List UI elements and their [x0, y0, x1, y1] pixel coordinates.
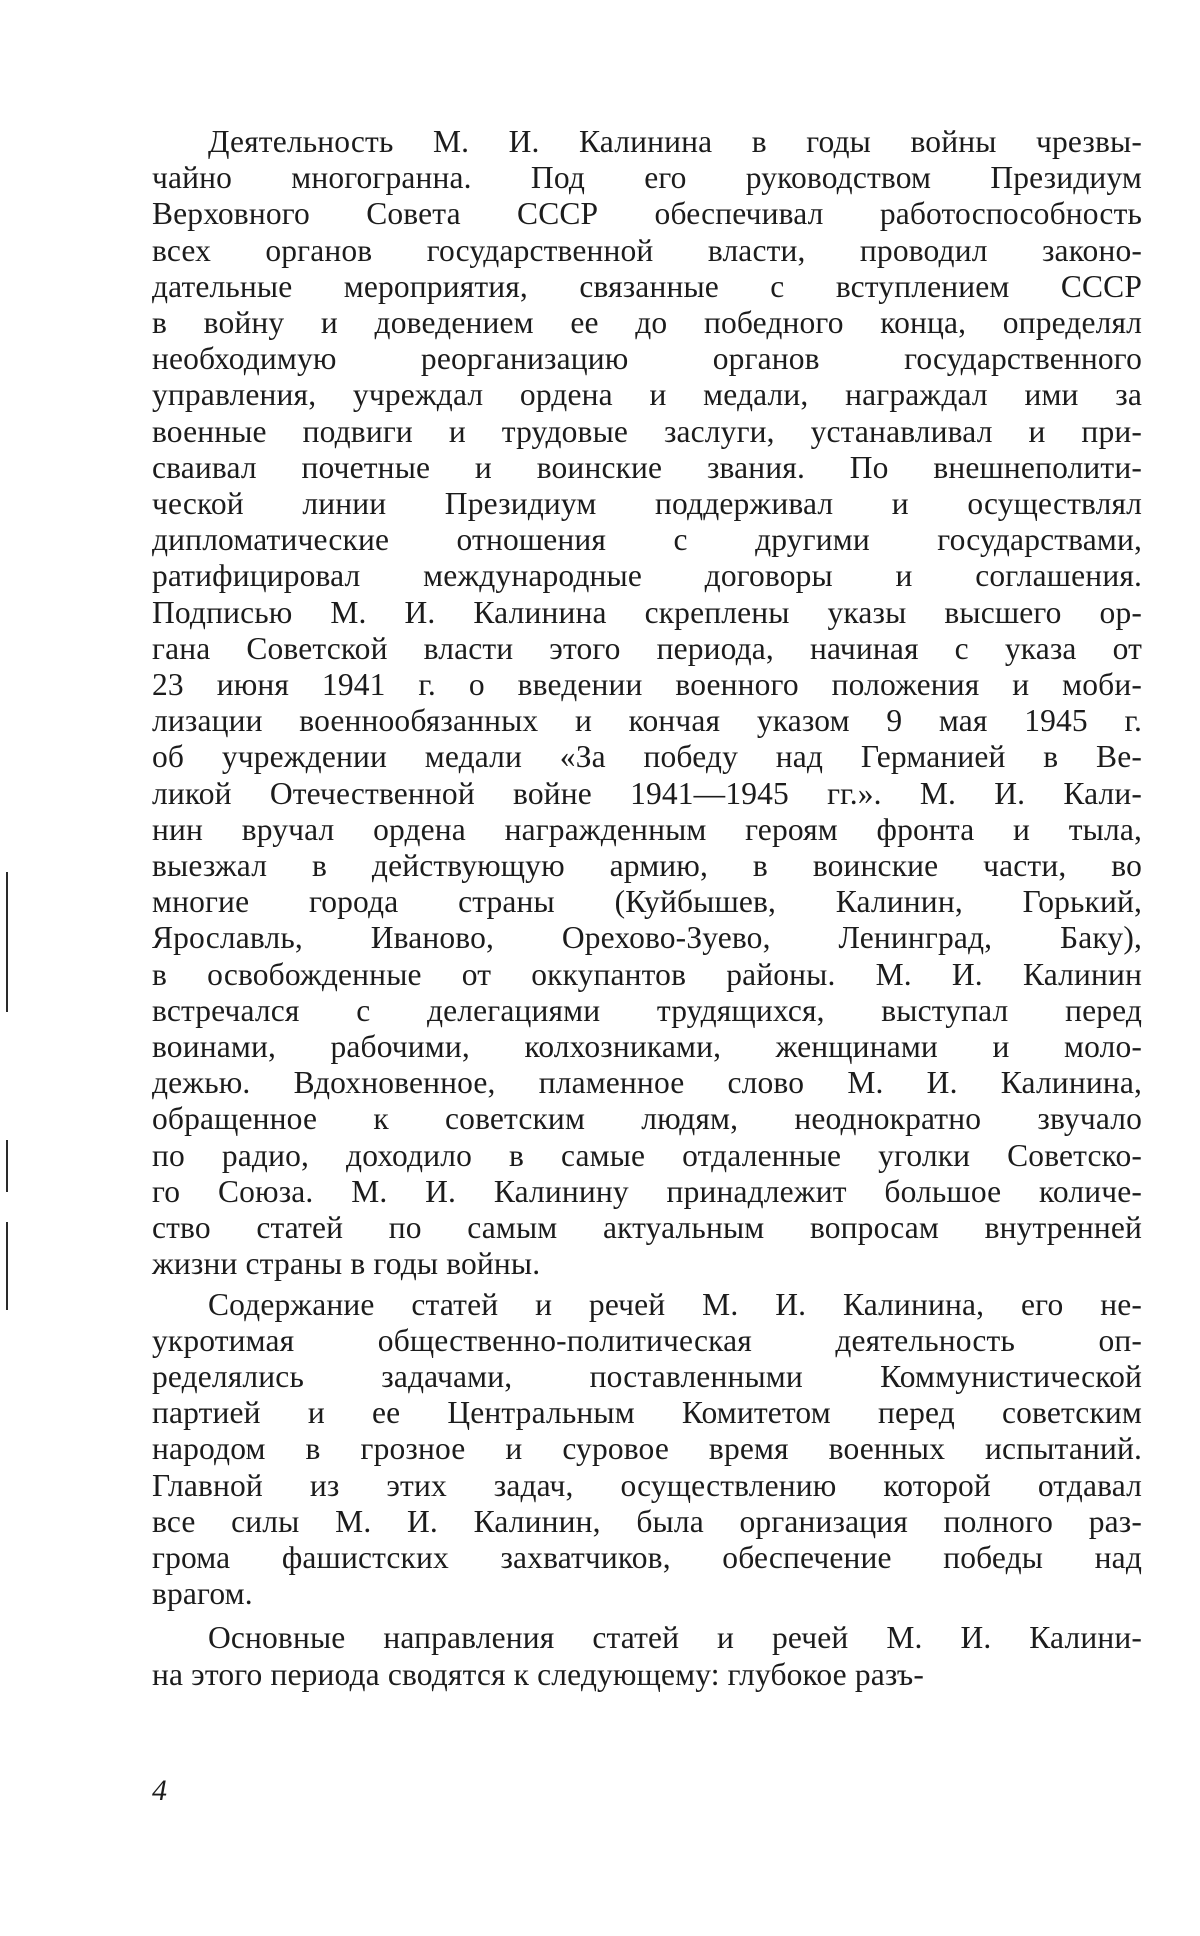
text-line: народом в грозное и суровое время военных испытаний. [152, 1431, 1142, 1467]
text-line: Основные направления статей и речей М. И. Калини- [208, 1620, 1142, 1656]
text-line: ределялись задачами, поставленными Коммунистической [152, 1358, 1142, 1394]
page-number: 4 [152, 1774, 167, 1807]
text-line: гана Советской власти этого периода, начиная с указа от [152, 630, 1142, 666]
paragraph [152, 1620, 1142, 1692]
text-line: необходимую реорганизацию органов государственного [152, 341, 1142, 377]
text-line: лизации военнообязанных и кончая указом 9 мая 1945 г. [152, 703, 1142, 739]
text-line: по радио, доходило в самые отдаленные уголки Советско- [152, 1137, 1142, 1173]
text-line: всех органов государственной власти, проводил законо- [152, 232, 1142, 268]
text-line: нин вручал ордена награжденным героям фронта и тыла, [152, 811, 1142, 847]
text-line: ческой линии Президиум поддерживал и осуществлял [152, 486, 1142, 522]
text-line: укротимая общественно-политическая деятельность оп- [152, 1322, 1142, 1358]
text-line: военные подвиги и трудовые заслуги, устанавливал и при- [152, 413, 1142, 449]
text-line: ратифицировал международные договоры и соглашения. [152, 558, 1142, 594]
text-line: сваивал почетные и воинские звания. По внешнеполити- [152, 449, 1142, 485]
text-line: встречался с делегациями трудящихся, выступал перед [152, 992, 1142, 1028]
text-line: дежью. Вдохновенное, пламенное слово М. И. Калинина, [152, 1065, 1142, 1101]
text-line: выезжал в действующую армию, в воинские части, во [152, 848, 1142, 884]
paragraph [152, 124, 1142, 1283]
text-line: Ярославль, Иваново, Орехово-Зуево, Ленинград, Баку), [152, 920, 1142, 956]
text-line: го Союза. М. И. Калинину принадлежит большое количе- [152, 1173, 1142, 1209]
text-line: дипломатические отношения с другими государствами, [152, 522, 1142, 558]
text-line: в войну и доведением ее до победного конца, определял [152, 305, 1142, 341]
text-line: все силы М. И. Калинин, была организация полного раз- [152, 1503, 1142, 1539]
text-line: Главной из этих задач, осуществлению которой отдавал [152, 1467, 1142, 1503]
margin-scan-mark [6, 1140, 8, 1192]
paragraph [152, 1287, 1142, 1613]
text-line: грома фашистских захватчиков, обеспечение победы над [152, 1539, 1142, 1575]
text-line: партией и ее Центральным Комитетом перед советским [152, 1395, 1142, 1431]
text-line: в освобожденные от оккупантов районы. М. И. Калинин [152, 956, 1142, 992]
text-line: многие города страны (Куйбышев, Калинин, Горький, [152, 884, 1142, 920]
text-line: Верховного Совета СССР обеспечивал работоспособность [152, 196, 1142, 232]
text-line: на этого периода сводятся к следующему: глубокое разъ- [152, 1656, 925, 1692]
text-line: 23 июня 1941 г. о введении военного положения и моби- [152, 667, 1142, 703]
text-line: жизни страны в годы войны. [152, 1246, 541, 1282]
margin-scan-mark [6, 1222, 8, 1310]
margin-scan-mark [6, 872, 8, 1012]
text-line: ликой Отечественной войне 1941—1945 гг.». М. И. Кали- [152, 775, 1142, 811]
body-text [152, 124, 1142, 1693]
text-line: Содержание статей и речей М. И. Калинина, его не- [208, 1286, 1142, 1322]
text-line: Подписью М. И. Калинина скреплены указы высшего ор- [152, 594, 1142, 630]
text-line: врагом. [152, 1576, 253, 1612]
text-line: Деятельность М. И. Калинина в годы войны чрезвы- [208, 124, 1142, 159]
text-line: чайно многогранна. Под его руководством Президиум [152, 160, 1142, 196]
text-line: об учреждении медали «За победу над Германией в Ве- [152, 739, 1142, 775]
text-line: обращенное к советским людям, неоднократно звучало [152, 1101, 1142, 1137]
text-line: воинами, рабочими, колхозниками, женщинами и моло- [152, 1029, 1142, 1065]
text-line: управления, учреждал ордена и медали, награждал ими за [152, 377, 1142, 413]
text-line: ство статей по самым актуальным вопросам внутренней [152, 1210, 1142, 1246]
text-line: дательные мероприятия, связанные с вступлением СССР [152, 268, 1142, 304]
